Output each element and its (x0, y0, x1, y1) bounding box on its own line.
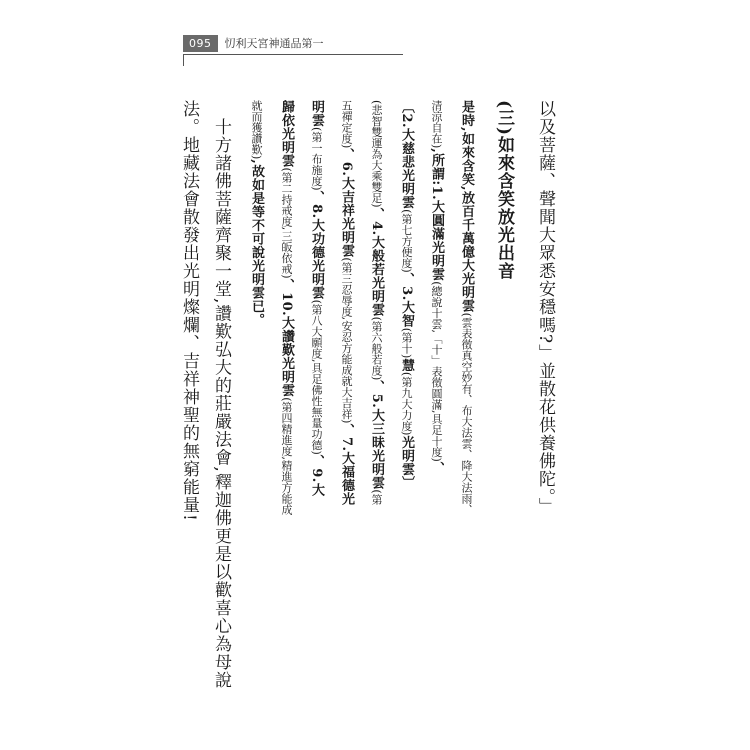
main-text: 光明雲〕 (399, 435, 414, 490)
main-text: ,所謂:1.大圓滿光明雲 (429, 148, 444, 282)
annotation: (第一布施度) (310, 127, 323, 191)
annotation: 五禪定度) (340, 100, 353, 149)
text-column-11 (212, 118, 229, 689)
annotation: (悲智雙運為大乘雙足) (370, 100, 383, 208)
text-column-5 (400, 100, 413, 489)
annotation: (第二持戒度,三皈依戒) (280, 167, 293, 279)
header-rule-tick (183, 54, 184, 66)
column-text: 十方諸佛菩薩齊聚一堂,讚歎弘大的莊嚴法會,釋迦佛更是以歡喜心為母說 (211, 118, 231, 689)
text-column-4 (430, 100, 443, 475)
main-text: 、8.大功德光明雲 (309, 190, 324, 300)
page-number: 095 (183, 35, 218, 52)
main-text: 、7.大福德光 (339, 423, 354, 506)
annotation: (雲表徵真空妙有、布大法雲、降大法雨、 (460, 312, 473, 515)
text-column-7 (340, 100, 353, 506)
main-text: 〔2.大慈悲光明雲 (399, 100, 414, 210)
annotation: (總說十雲,「十」表徵圓滿,具足十度) (430, 281, 443, 462)
text-column-10 (250, 100, 263, 326)
annotation: (第六般若度) (370, 316, 383, 381)
text-column-9 (280, 100, 293, 515)
chapter-title: 忉利天宮神通品第一 (224, 37, 324, 50)
text-column-3 (460, 100, 473, 515)
text-column-12 (180, 100, 197, 522)
main-text: 、3.大智 (399, 272, 414, 328)
annotation: (第九大力度) (400, 371, 413, 436)
main-text: ,故如是等不可說光明雲已。 (249, 159, 264, 327)
annotation: 清涼自在) (430, 100, 443, 149)
header-rule (183, 54, 403, 55)
main-text: 、10.大讚歎光明雲 (279, 278, 294, 398)
annotation: (第四精進度,精進方能成 (280, 397, 293, 516)
text-column-8 (310, 100, 323, 496)
section-heading-text: (三)如來含笑放光出音 (494, 100, 514, 281)
main-text: 、5.大三昧光明雲 (369, 380, 384, 490)
main-text: 是時,如來含笑,放百千萬億大光明雲 (459, 100, 474, 313)
annotation: (第三忍辱度,安忍方能成就大吉祥) (340, 257, 353, 424)
main-text: 、 (429, 461, 444, 476)
main-text: 、9.大 (309, 454, 324, 497)
text-column-1 (536, 100, 553, 516)
main-text: 、4.大般若光明雲 (369, 207, 384, 317)
annotation: 就而獲讚歎) (250, 100, 263, 160)
main-text: 歸依光明雲 (279, 100, 294, 168)
annotation: (第八大願度,具足佛性無量功德) (310, 299, 323, 455)
column-text: 以及菩薩、聲聞大眾悉安穩嗎?」並散花供養佛陀。」 (535, 100, 555, 516)
annotation: (第 (370, 489, 383, 505)
text-column-6 (370, 100, 383, 505)
main-text: 明雲 (309, 100, 324, 127)
main-text: 慧 (399, 358, 414, 372)
section-heading (495, 100, 512, 280)
annotation: (第七方便度) (400, 209, 413, 273)
running-header (183, 32, 324, 54)
main-text: 、6.大吉祥光明雲 (339, 148, 354, 258)
column-text: 法。地藏法會散發出光明燦爛、吉祥神聖的無窮能量! (179, 100, 199, 522)
annotation: (第十) (400, 327, 413, 359)
